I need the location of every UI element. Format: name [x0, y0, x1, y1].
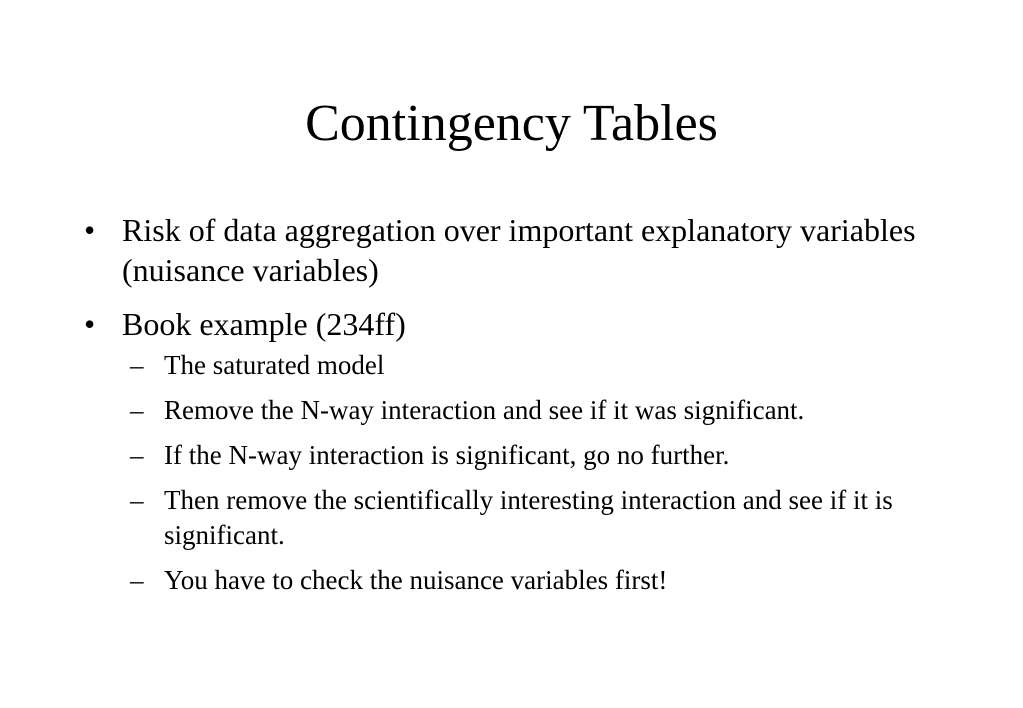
- bullet-item: [84, 304, 964, 344]
- sub-bullet-item: [84, 563, 964, 598]
- sub-bullet-item: [84, 483, 964, 553]
- dash-marker: –: [130, 565, 144, 595]
- slide-body: [84, 210, 964, 608]
- sub-bullet-text: You have to check the nuisance variables first!: [164, 565, 668, 595]
- bullet-text: Risk of data aggregation over important explanatory variables (nuisance variables): [122, 212, 916, 288]
- sub-bullet-text: Remove the N-way interaction and see if it was significant.: [164, 395, 805, 425]
- bullet-marker: •: [84, 306, 96, 342]
- sub-bullet-list: [84, 348, 964, 598]
- dash-marker: –: [130, 485, 144, 515]
- sub-bullet-text: If the N-way interaction is significant, go no further.: [164, 440, 730, 470]
- sub-bullet-item: [84, 348, 964, 383]
- dash-marker: –: [130, 395, 144, 425]
- sub-bullet-item: [84, 438, 964, 473]
- sub-bullet-text: Then remove the scientifically interesting interaction and see if it is significant.: [164, 485, 893, 550]
- bullet-text: Book example (234ff): [122, 306, 406, 342]
- sub-bullet-text: The saturated model: [164, 350, 385, 380]
- dash-marker: –: [130, 350, 144, 380]
- sub-bullet-item: [84, 393, 964, 428]
- slide-title: Contingency Tables: [305, 95, 718, 152]
- dash-marker: –: [130, 440, 144, 470]
- bullet-item: [84, 210, 964, 290]
- bullet-marker: •: [84, 212, 96, 248]
